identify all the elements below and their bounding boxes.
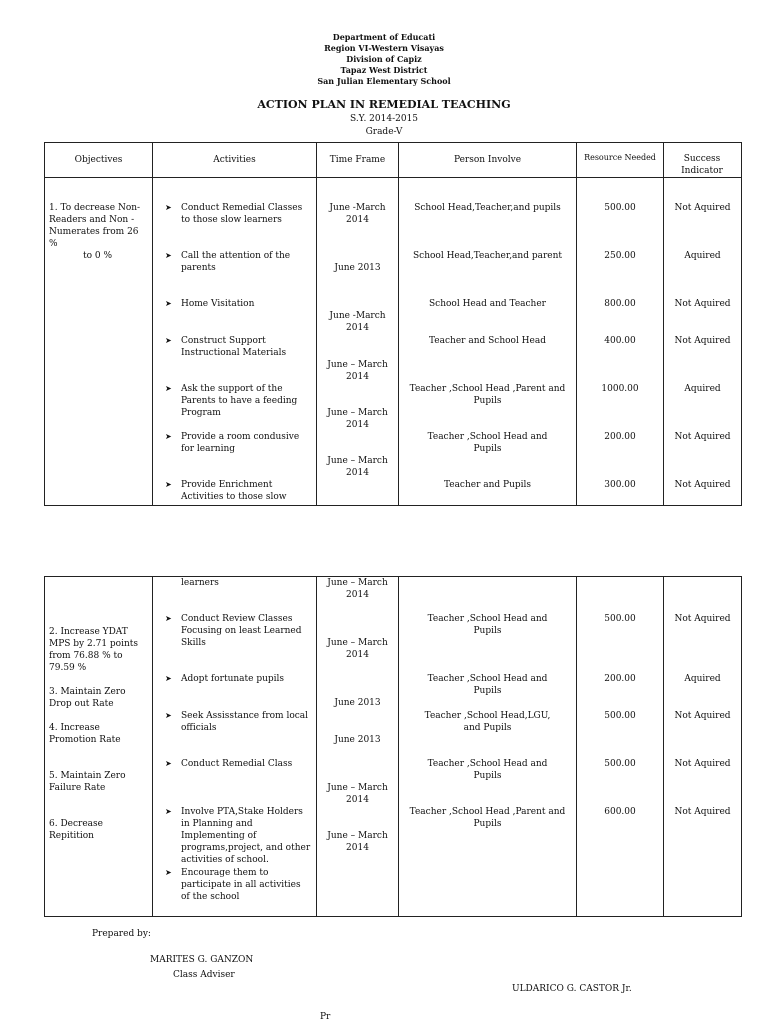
adviser-name: MARITES G. GANZON <box>150 955 254 965</box>
objective-1-target: to 0 % <box>83 251 113 261</box>
bullet-arrow-icon: ➤ <box>165 251 172 260</box>
activity-item: Ask the support of the Parents to have a feeding Program <box>181 384 298 418</box>
success-cell: Not Aquired <box>674 432 731 442</box>
bullet-arrow-icon: ➤ <box>165 711 172 720</box>
resource-cell: 500.00 <box>604 203 636 213</box>
success-cell: Aquired <box>684 674 721 684</box>
objective-2: 2. Increase YDAT MPS by 2.71 points from 76.88 % to 79.59 % <box>49 627 138 673</box>
bullet-arrow-icon: ➤ <box>165 614 172 623</box>
col-header-activities: Activities <box>213 155 256 165</box>
resource-cell: 500.00 <box>604 759 636 769</box>
activity-item: Seek Assisstance from local officials <box>181 711 309 733</box>
page-title: ACTION PLAN IN REMEDIAL TEACHING <box>257 98 511 111</box>
success-cell: Not Aquired <box>674 299 731 309</box>
time-frame-cell: June – March 2014 <box>327 578 388 600</box>
col-header-time-frame: Time Frame <box>329 155 386 165</box>
person-cell: Teacher ,School Head ,Parent and Pupils <box>409 807 566 829</box>
person-cell: School Head,Teacher,and parent <box>412 251 563 261</box>
time-frame-cell: June -March 2014 <box>329 203 386 225</box>
activity-item: Conduct Review Classes Focusing on least Learned Skills <box>181 614 302 648</box>
bullet-arrow-icon: ➤ <box>165 807 172 816</box>
bullet-arrow-icon: ➤ <box>165 868 172 877</box>
person-cell: Teacher and Pupils <box>443 480 532 490</box>
success-cell: Not Aquired <box>674 759 731 769</box>
header-division: Division of Capiz <box>346 54 422 64</box>
grade-label: Grade-V <box>365 127 403 137</box>
resource-cell: 200.00 <box>604 674 636 684</box>
activity-item: Call the attention of the parents <box>181 251 291 273</box>
person-cell: Teacher and School Head <box>429 336 546 346</box>
prepared-by-label: Prepared by: <box>92 929 151 939</box>
bullet-arrow-icon: ➤ <box>165 480 172 489</box>
header-department: Department of Educati <box>332 32 436 42</box>
activity-item: Construct Support Instructional Materials <box>181 336 287 358</box>
bullet-arrow-icon: ➤ <box>165 432 172 441</box>
person-cell: Teacher ,School Head ,Parent and Pupils <box>409 384 566 406</box>
activity-item: Encourage them to participate in all activities of the school <box>181 868 301 902</box>
activity-item: Provide a room condusive for learning <box>181 432 300 454</box>
bullet-arrow-icon: ➤ <box>165 759 172 768</box>
time-frame-cell: June 2013 <box>334 735 381 745</box>
activity-item: Home Visitation <box>181 299 255 309</box>
success-cell: Not Aquired <box>674 711 731 721</box>
activity-item: Conduct Remedial Classes to those slow learners <box>181 203 303 225</box>
activity-item: Provide Enrichment Activities to those slow <box>181 480 287 502</box>
time-frame-cell: June – March 2014 <box>327 360 388 382</box>
objective-5: 5. Maintain Zero Failure Rate <box>49 771 126 793</box>
success-cell: Not Aquired <box>674 614 731 624</box>
action-plan-table-1 <box>44 142 742 506</box>
action-plan-table-2 <box>44 576 742 917</box>
bullet-arrow-icon: ➤ <box>165 299 172 308</box>
person-cell: Teacher ,School Head,LGU, and Pupils <box>424 711 551 733</box>
resource-cell: 200.00 <box>604 432 636 442</box>
col-header-person: Person Involve <box>453 155 522 165</box>
time-frame-cell: June 2013 <box>334 698 381 708</box>
resource-cell: 800.00 <box>604 299 636 309</box>
time-frame-cell: June – March 2014 <box>327 456 388 478</box>
activity-item: Adopt fortunate pupils <box>181 674 285 684</box>
person-cell: Teacher ,School Head and Pupils <box>427 614 548 636</box>
time-frame-cell: June – March 2014 <box>327 783 388 805</box>
time-frame-cell: June – March 2014 <box>327 831 388 853</box>
success-cell: Not Aquired <box>674 807 731 817</box>
success-cell: Not Aquired <box>674 203 731 213</box>
activity-item: Involve PTA,Stake Holders in Planning and Implementing of programs,project, and other activities of school. <box>181 807 311 865</box>
objective-1: 1. To decrease Non-Readers and Non - Numerates from 26 % <box>49 203 141 249</box>
header-region: Region VI-Western Visayas <box>324 43 444 53</box>
time-frame-cell: June – March 2014 <box>327 408 388 430</box>
col-header-objectives: Objectives <box>74 155 123 165</box>
resource-cell: 300.00 <box>604 480 636 490</box>
person-cell: Teacher ,School Head and Pupils <box>427 674 548 696</box>
activity-item: Conduct Remedial Class <box>181 759 293 769</box>
person-cell: Teacher ,School Head and Pupils <box>427 432 548 454</box>
person-cell: Teacher ,School Head and Pupils <box>427 759 548 781</box>
success-cell: Not Aquired <box>674 480 731 490</box>
bullet-arrow-icon: ➤ <box>165 203 172 212</box>
resource-cell: 500.00 <box>604 614 636 624</box>
adviser-title: Class Adviser <box>173 970 235 980</box>
success-cell: Aquired <box>684 251 721 261</box>
bullet-arrow-icon: ➤ <box>165 336 172 345</box>
resource-cell: 1000.00 <box>601 384 639 394</box>
resource-cell: 600.00 <box>604 807 636 817</box>
objective-6: 6. Decrease Repitition <box>49 819 103 841</box>
person-cell: School Head and Teacher <box>429 299 546 309</box>
objective-3: 3. Maintain Zero Drop out Rate <box>49 687 126 709</box>
activity-continuation: learners <box>181 578 219 588</box>
signatory-name: ULDARICO G. CASTOR Jr. <box>512 984 632 994</box>
objective-4: 4. Increase Promotion Rate <box>49 723 121 745</box>
time-frame-cell: June -March 2014 <box>329 311 386 333</box>
resource-cell: 500.00 <box>604 711 636 721</box>
person-cell: School Head,Teacher,and pupils <box>414 203 561 213</box>
time-frame-cell: June – March 2014 <box>327 638 388 660</box>
success-cell: Not Aquired <box>674 336 731 346</box>
resource-cell: 400.00 <box>604 336 636 346</box>
time-frame-cell: June 2013 <box>334 263 381 273</box>
resource-cell: 250.00 <box>604 251 636 261</box>
truncated-text: Pr <box>320 1012 331 1022</box>
bullet-arrow-icon: ➤ <box>165 384 172 393</box>
success-cell: Aquired <box>684 384 721 394</box>
col-header-resource: Resource Needed <box>584 153 656 162</box>
school-year: S.Y. 2014-2015 <box>349 114 419 124</box>
bullet-arrow-icon: ➤ <box>165 674 172 683</box>
col-header-success: Success Indicator <box>681 154 723 176</box>
header-district: Tapaz West District <box>340 65 428 75</box>
header-school: San Julian Elementary School <box>317 76 451 86</box>
